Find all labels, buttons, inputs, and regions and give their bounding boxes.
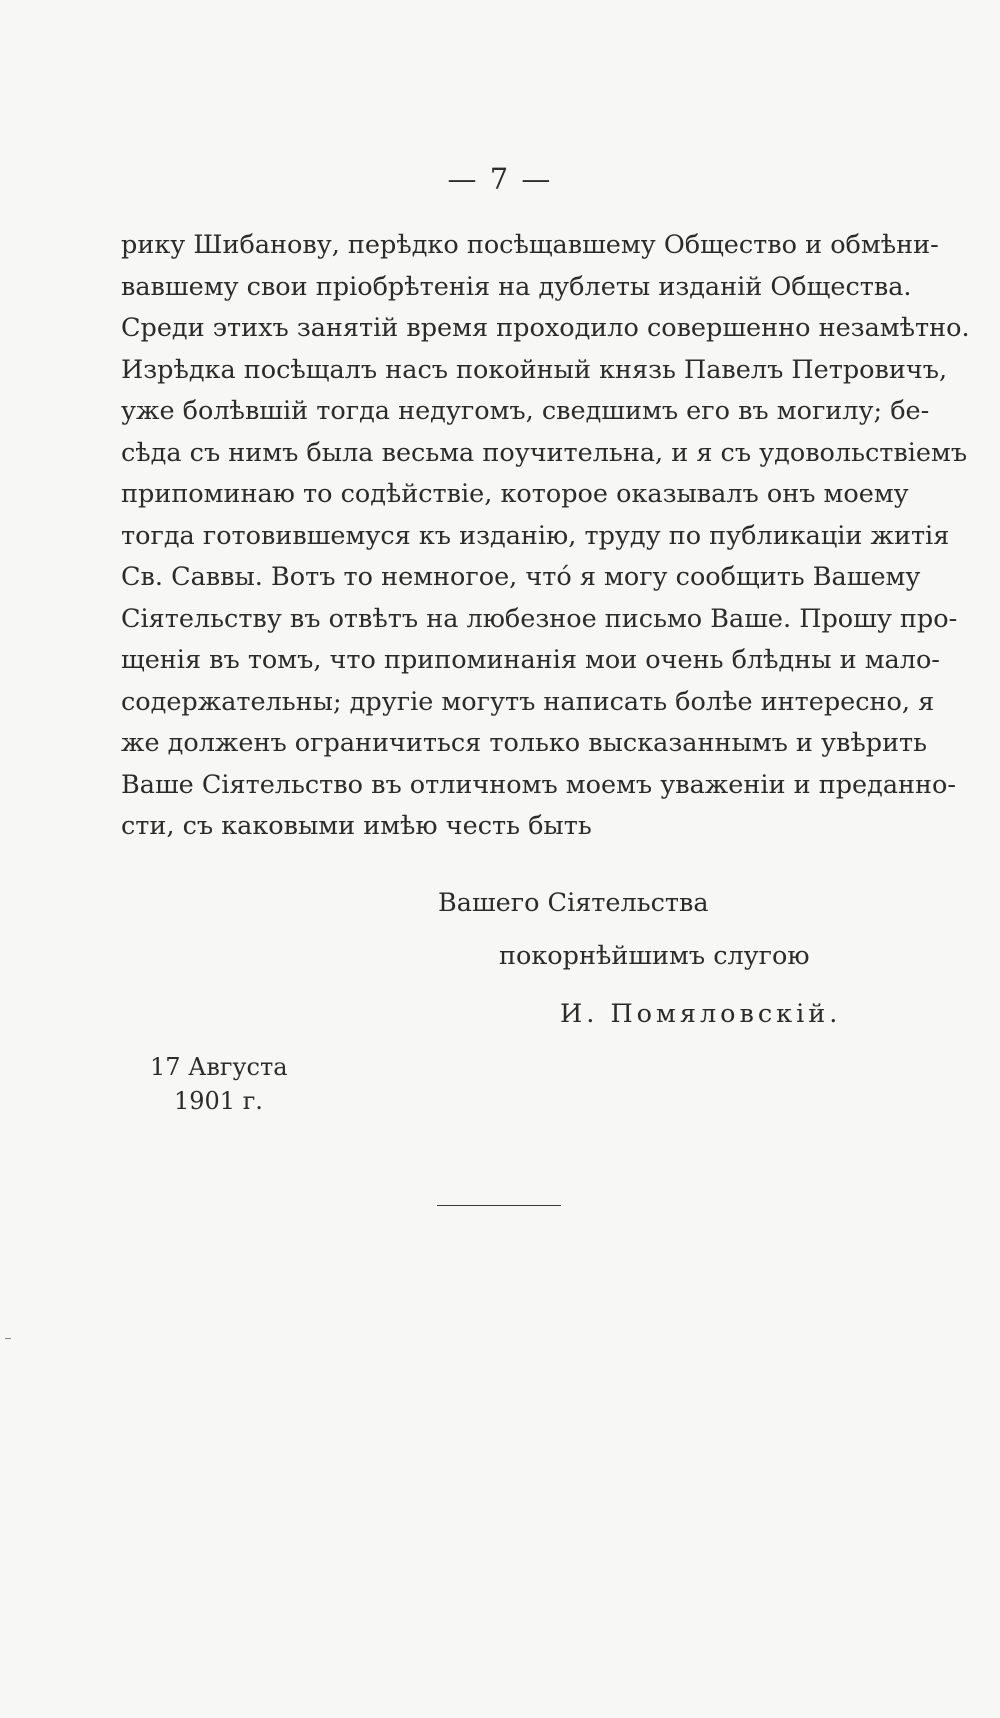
closing-salutation: Вашего Сіятельства [438,888,709,918]
body-line: содержательны; другіе могутъ написать болѣе интересно, я [121,686,935,717]
body-line: Св. Саввы. Вотъ то немногое, чтó я могу сообщить Вашему [121,562,921,592]
page-number: — 7 — [447,162,553,196]
body-line: тогда готовившемуся къ изданію, труду по публикаціи житія [121,520,950,551]
signature: И. Помяловскій. [560,999,842,1029]
closing-servant: покорнѣйшимъ слугою [499,941,810,971]
letter-date-year: 1901 г. [174,1087,263,1115]
body-line: Сіятельству въ отвѣтъ на любезное письмо Ваше. Прошу про- [121,603,958,634]
body-line: Изрѣдка посѣщалъ насъ покойный князь Павелъ Петровичъ, [121,354,948,385]
body-line: вавшему свои пріобрѣтенія на дублеты изданій Общества. [121,271,912,302]
body-line-last: сти, съ каковыми имѣю честь быть [121,811,592,841]
body-line: припоминаю то содѣйствіе, которое оказывалъ онъ моему [121,479,909,509]
body-line: Среди этихъ занятій время проходило совершенно незамѣтно. [121,313,970,343]
letter-body [121,225,970,848]
body-line: уже болѣвшій тогда недугомъ, сведшимъ его въ могилу; бе- [121,396,930,426]
margin-mark [5,1338,11,1339]
letter-date-day: 17 Августа [150,1053,288,1081]
body-line: Ваше Сіятельство въ отличномъ моемъ уваженіи и преданно- [121,769,956,800]
body-line: щенія въ томъ, что припоминанія мои очень блѣдны и мало- [121,645,940,675]
body-line: сѣда съ нимъ была весьма поучительна, и я съ удовольствіемъ [121,437,968,468]
body-line: рику Шибанову, перѣдко посѣщавшему Общество и обмѣни- [121,230,939,260]
section-divider [437,1205,561,1206]
body-line: же долженъ ограничиться только высказаннымъ и увѣрить [121,728,928,758]
